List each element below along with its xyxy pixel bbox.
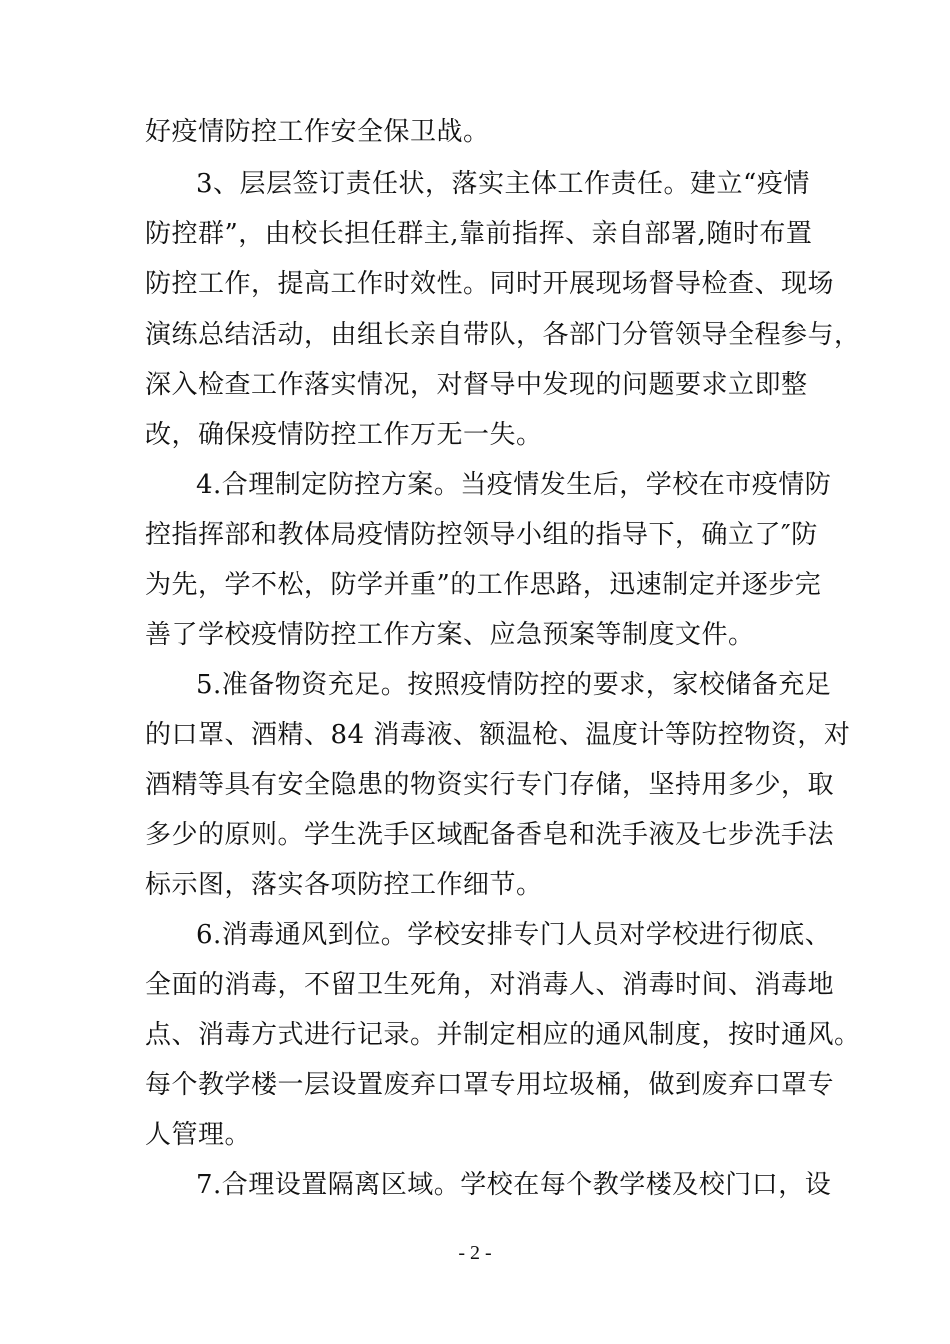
- text-line: 善了学校疫情防控工作方案、应急预案等制度文件。: [145, 620, 755, 650]
- text-line: 深入检查工作落实情况，对督导中发现的问题要求立即整: [145, 370, 808, 400]
- text-line: 控指挥部和教体局疫情防控领导小组的指导下，确立了″防: [145, 520, 818, 550]
- text-line: 5.准备物资充足。按照疫情防控的要求，家校储备充足: [196, 670, 832, 700]
- text-line: 点、消毒方式进行记录。并制定相应的通风制度，按时通风。: [145, 1020, 861, 1050]
- text-line: 为先，学不松，防学并重”的工作思路，迅速制定并逐步完: [145, 570, 822, 600]
- text-line: 好疫情防控工作安全保卫战。: [145, 117, 490, 147]
- text-line: 3、层层签订责任状，落实主体工作责任。建立“疫情: [196, 169, 810, 199]
- text-line: 每个教学楼一层设置废弃口罩专用垃圾桶，做到废弃口罩专: [145, 1070, 835, 1100]
- text-line: 酒精等具有安全隐患的物资实行专门存储，坚持用多少，取: [145, 770, 835, 800]
- text-line: 防控群”，由校长担任群主,靠前指挥、亲自部署,随时布置: [145, 219, 813, 249]
- text-line: 演练总结活动，由组长亲自带队，各部门分管领导全程参与，: [145, 320, 861, 350]
- text-line: 改，确保疫情防控工作万无一失。: [145, 420, 543, 450]
- text-line: 的口罩、酒精、84 消毒液、额温枪、温度计等防控物资，对: [145, 720, 851, 750]
- text-line: 6.消毒通风到位。学校安排专门人员对学校进行彻底、: [196, 920, 832, 950]
- text-line: 标示图，落实各项防控工作细节。: [145, 870, 543, 900]
- text-line: 全面的消毒，不留卫生死角，对消毒人、消毒时间、消毒地: [145, 970, 835, 1000]
- text-line: 防控工作，提高工作时效性。同时开展现场督导检查、现场: [145, 269, 835, 299]
- text-line: 7.合理设置隔离区域。学校在每个教学楼及校门口，设: [196, 1170, 832, 1200]
- text-line: 多少的原则。学生洗手区域配备香皂和洗手液及七步洗手法: [145, 820, 835, 850]
- page-number: - 2 -: [458, 1242, 492, 1264]
- text-line: 4.合理制定防控方案。当疫情发生后，学校在市疫情防: [196, 470, 832, 500]
- text-line: 人管理。: [145, 1120, 252, 1150]
